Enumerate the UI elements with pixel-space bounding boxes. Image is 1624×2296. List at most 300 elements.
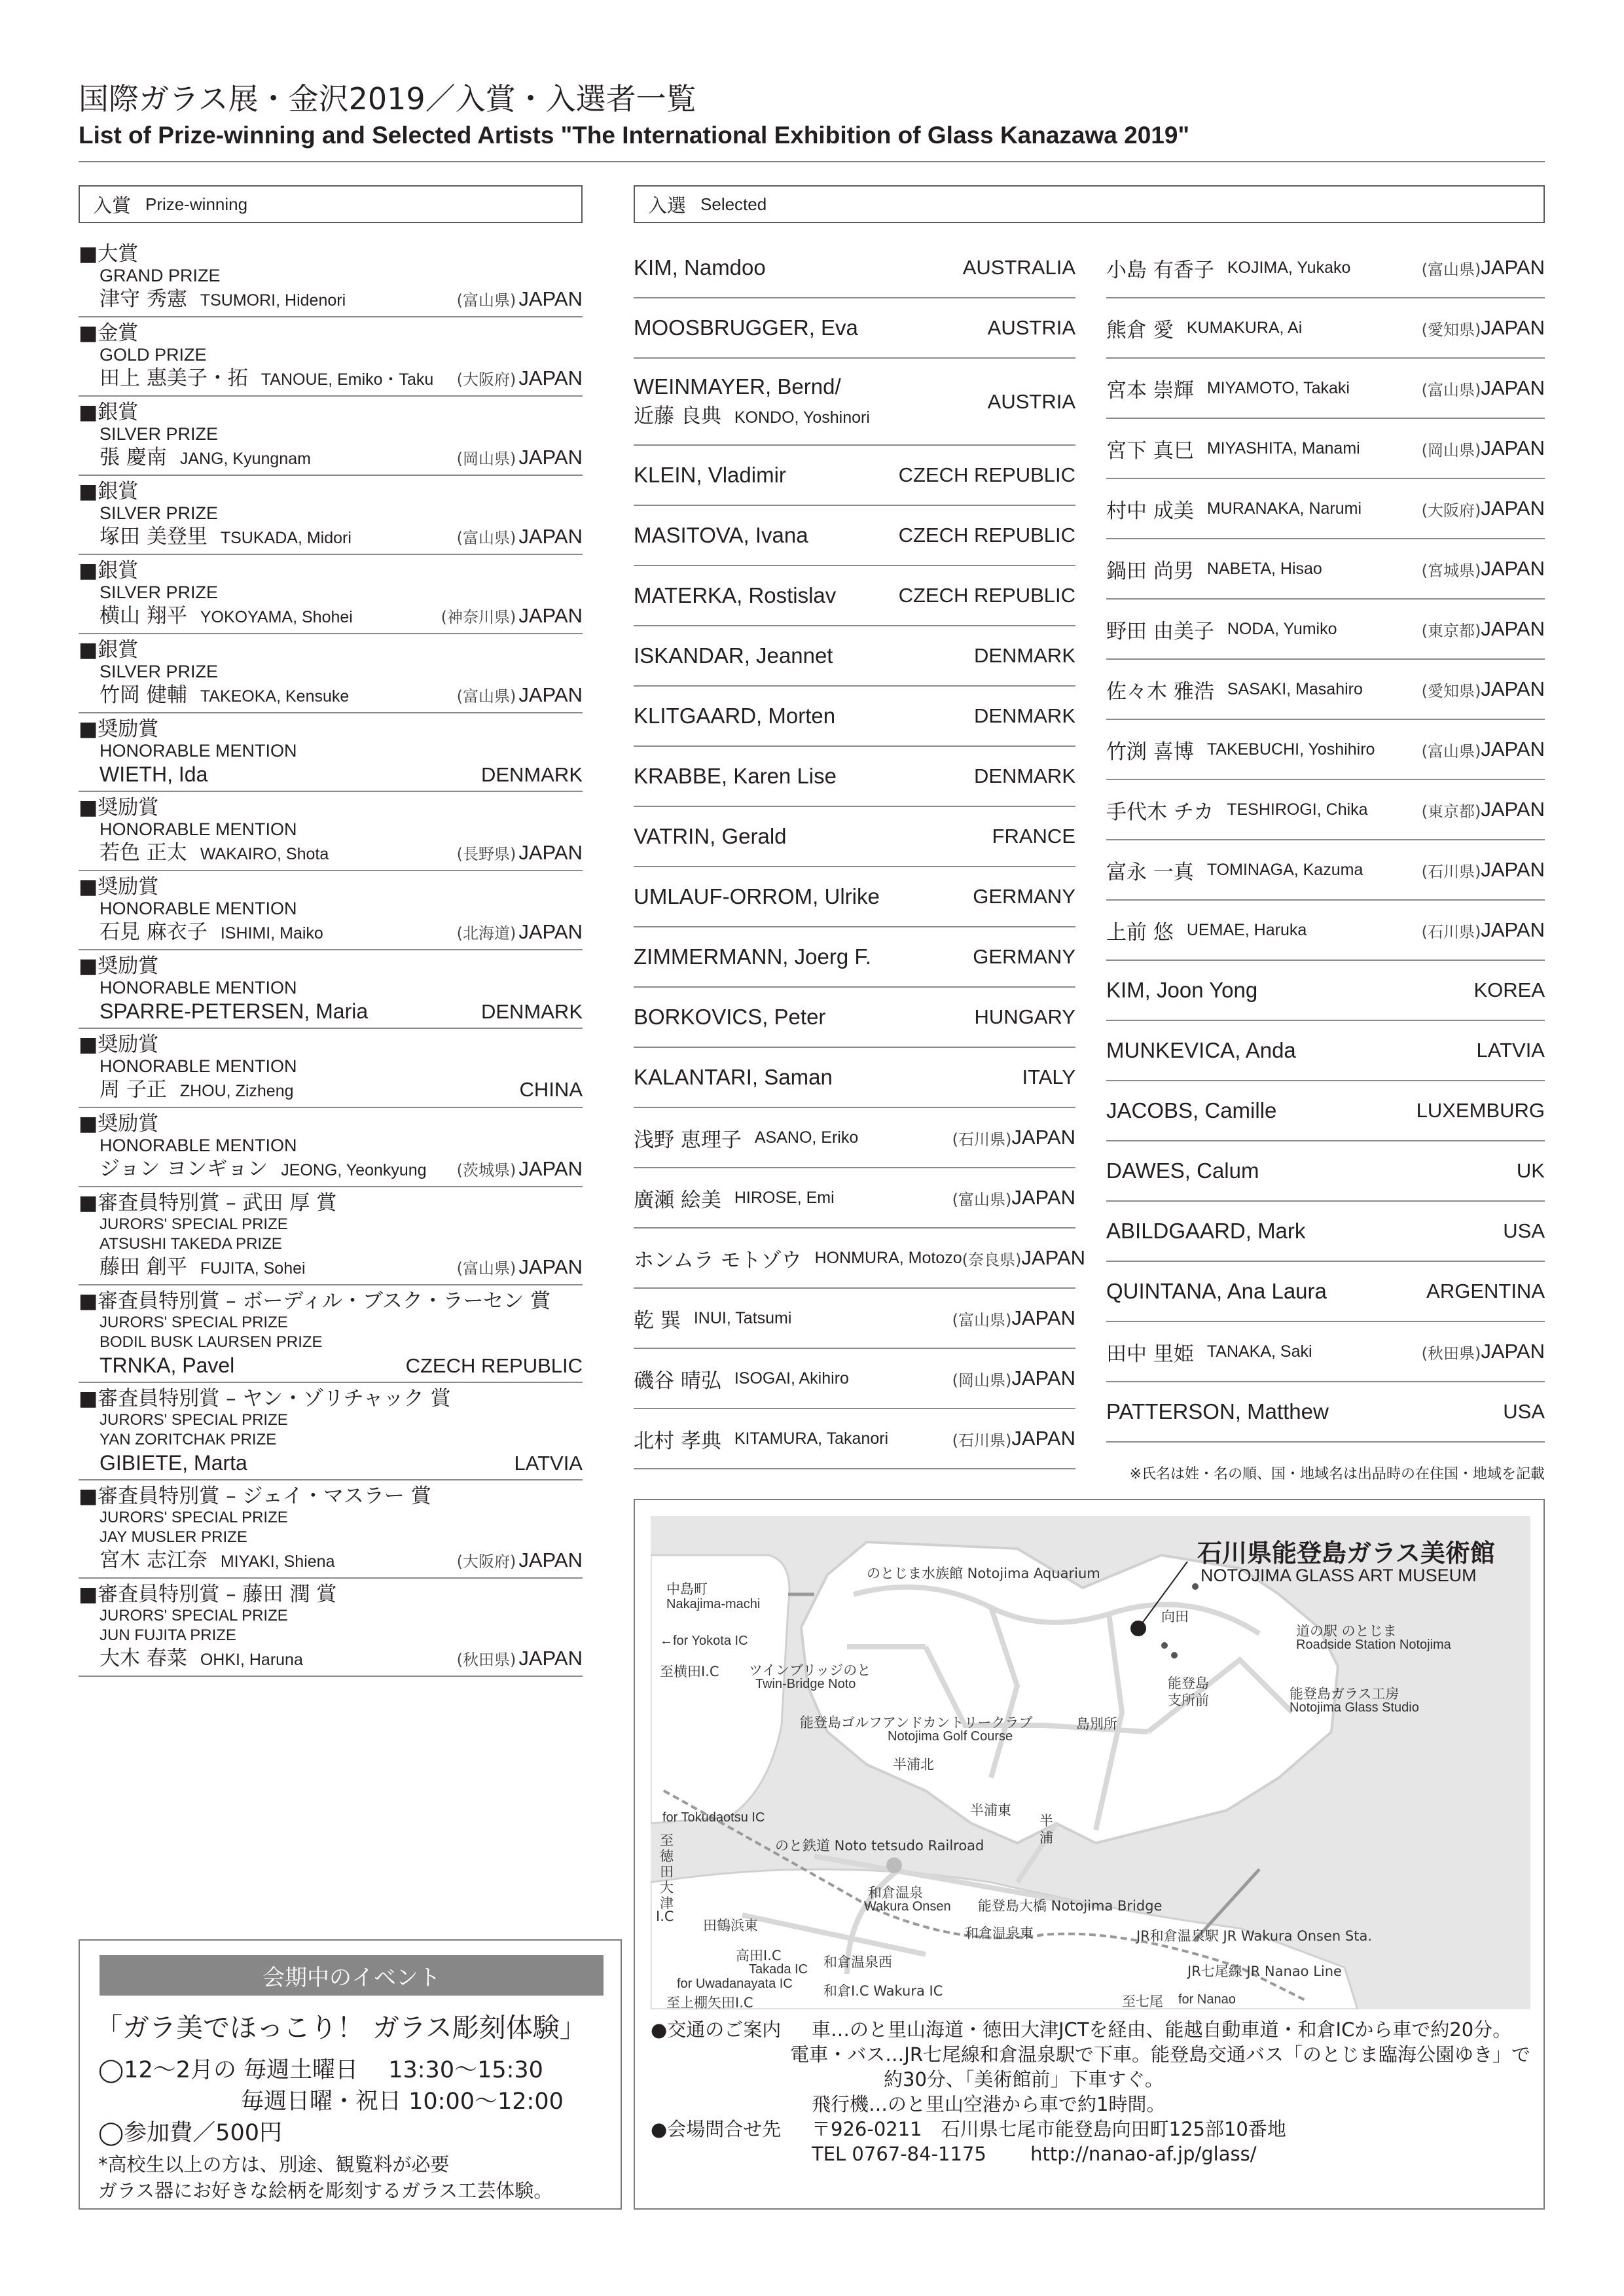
selected-name: 田中 里姫 [1106,1342,1194,1366]
prize-entry [79,1029,583,1108]
winner-country: DENMARK [480,763,583,786]
selected-section-header [634,185,1545,223]
selected-entry [1106,1021,1545,1081]
winner-name: TRNKA, Pavel [99,1354,235,1377]
prize-entry [79,555,583,634]
map-label: Notojima Golf Course [888,1729,1013,1744]
map-label: JR和倉温泉駅 JR Wakura Onsen Sta. [1136,1928,1373,1944]
prize-winner-row [79,1254,583,1282]
access-label: ●交通のご案内 [651,2018,782,2041]
selected-name: KALANTARI, Saman [634,1065,833,1089]
selected-name: VATRIN, Gerald [634,824,787,848]
prize-category: ■金賞 [79,321,139,345]
map-label: I.C [656,1909,674,1924]
selected-entry [1106,600,1545,660]
selected-entry [634,446,1075,506]
prize-winner-row [79,998,583,1025]
map-label: 津 [660,1895,674,1911]
event-description: ガラス器にお好きな絵柄を彫刻するガラス工芸体験。 [98,2179,553,2202]
map-label: 中島町 [666,1581,708,1597]
selected-entry [634,687,1075,747]
selected-name: 村中 成美 [1106,499,1194,523]
prize-winner-row [79,1077,583,1104]
selected-name: KIM, Joon Yong [1106,978,1258,1002]
selected-entry [634,1108,1075,1168]
selected-entry [634,1349,1075,1409]
selected-name: MUNKEVICA, Anda [1106,1038,1296,1062]
prize-entry [79,634,583,713]
selected-entry [1106,479,1545,539]
selected-country: CZECH REPUBLIC [898,463,1075,486]
prize-winner-row [79,286,583,314]
selected-entry [1106,1081,1545,1141]
aquarium-marker [1192,1583,1199,1590]
name-order-note: ※氏名は姓・名の順、国・地域名は出品時の在住国・地域を記載 [1129,1466,1545,1482]
winner-prefecture: (富山県) [456,529,516,547]
prize-winner-row [79,1547,583,1575]
selected-entry [1106,1382,1545,1443]
selected-country: DENMARK [973,704,1075,727]
selected-name: 廣瀬 絵美 [634,1188,721,1212]
selected-romanized: HIROSE, Emi [734,1188,835,1207]
selected-country: JAPAN [1021,1246,1086,1269]
selected-country: AUSTRIA [987,389,1075,413]
selected-section-label-en: Selected [700,194,767,214]
winner-romanized: JANG, Kyungnam [179,450,311,468]
selected-country: JAPAN [1481,316,1545,339]
selected-name: 富永 一真 [1106,860,1194,884]
prize-winner-row [79,603,583,630]
winner-name: 田上 惠美子・拓 [99,367,248,390]
selected-country: JAPAN [1011,1126,1075,1149]
selected-romanized: HONMURA, Motozo [814,1248,962,1267]
map-label: のと鉄道 Noto tetsudo Railroad [775,1838,984,1854]
prize-winner-row [79,444,583,472]
map-label: のとじま水族館 Notojima Aquarium [867,1566,1100,1581]
selected-prefecture: (奈良県) [962,1250,1022,1269]
selected-entry [634,1168,1075,1229]
selected-prefecture: (大阪府) [1421,501,1481,520]
selected-name: ZIMMERMANN, Joerg F. [634,944,872,969]
prize-category: ■銀賞 [79,638,139,662]
selected-country: JAPAN [1011,1367,1075,1390]
selected-romanized: KOJIMA, Yukako [1227,258,1351,277]
selected-prefecture: (秋田県) [1421,1344,1481,1363]
winner-romanized: TAKEOKA, Kensuke [200,687,350,706]
selected-romanized: MURANAKA, Narumi [1206,499,1362,518]
selected-prefecture: (石川県) [952,1431,1012,1450]
prize-subtitle: JURORS' SPECIAL PRIZE [99,1607,288,1624]
prize-subtitle: BODIL BUSK LAURSEN PRIZE [99,1333,323,1351]
selected-prefecture: (富山県) [1421,380,1481,399]
map-label: Wakura Onsen [864,1899,951,1914]
winner-name: 宮木 志江奈 [99,1549,208,1572]
selected-name: JACOBS, Camille [1106,1098,1277,1122]
prize-subtitle: GOLD PRIZE [99,345,207,365]
winner-prefecture: (北海道) [456,924,516,942]
selected-entry [634,626,1075,687]
selected-entry [1106,238,1545,298]
selected-country: CZECH REPUBLIC [898,524,1075,547]
prize-winner-row [79,1352,583,1379]
prize-entry [79,1383,583,1480]
winner-country: JAPAN [518,683,583,706]
prize-subtitle: GRAND PRIZE [99,266,221,285]
selected-name: 手代木 チカ [1106,800,1214,824]
prize-subtitle: JURORS' SPECIAL PRIZE [99,1411,288,1429]
winner-country: JAPAN [518,604,583,627]
selected-romanized: TESHIROGI, Chika [1227,800,1368,819]
selected-prefecture: (東京都) [1421,802,1481,821]
map-label: 徳 [660,1848,674,1864]
winner-country: JAPAN [518,367,583,389]
selected-romanized: TOMINAGA, Kazuma [1206,860,1363,879]
winner-country: DENMARK [480,1000,583,1023]
winner-romanized: OHKI, Haruna [200,1651,303,1669]
prize-category: ■審査員特別賞 – ジェイ・マスラー 賞 [79,1484,431,1508]
prize-section-label-ja: 入賞 [93,194,132,217]
prize-category: ■奨励賞 [79,1033,159,1056]
selected-entry [1106,1322,1545,1382]
prize-winner-row [79,682,583,709]
map-label: for Nanao [1178,1992,1236,2007]
selected-name: BORKOVICS, Peter [634,1005,826,1029]
selected-country: HUNGARY [974,1005,1075,1028]
prize-subtitle: JUN FUJITA PRIZE [99,1626,236,1644]
winner-prefecture: (大阪府) [456,370,516,389]
event-note: *高校生以上の方は、別途、観覧料が必要 [98,2153,450,2176]
prize-section-header [79,185,583,223]
winner-country: JAPAN [518,525,583,548]
winner-romanized: ZHOU, Zizheng [179,1082,294,1100]
winner-name: SPARRE-PETERSEN, Maria [99,999,369,1023]
winner-prefecture: (神奈川県) [441,608,516,626]
selected-name: UMLAUF-ORROM, Ulrike [634,884,880,908]
selected-romanized: ASANO, Eriko [754,1128,859,1147]
prize-subtitle: HONORABLE MENTION [99,978,297,997]
selected-name: 竹渕 喜博 [1106,740,1194,764]
selected-country: JAPAN [1481,256,1545,279]
map-label: ←for Yokota IC [660,1634,748,1648]
map-label: for Tokudaotsu IC [662,1810,765,1825]
event-schedule-1: ◯12～2月の 毎週土曜日 13:30～15:30 [98,2057,543,2083]
selected-country: JAPAN [1481,1340,1545,1363]
selected-country: JAPAN [1481,376,1545,399]
museum-name-en: NOTOJIMA GLASS ART MUSEUM [1200,1566,1477,1585]
event-schedule-2: 毎週日曜・祝日 10:00～12:00 [241,2089,564,2115]
roadside-marker [1161,1642,1168,1649]
selected-name: QUINTANA, Ana Laura [1106,1279,1327,1303]
winner-prefecture: (岡山県) [456,450,516,468]
winner-prefecture: (富山県) [456,291,516,310]
museum-name-ja: 石川県能登島ガラス美術館 [1197,1539,1495,1568]
winner-country: JAPAN [518,1647,583,1670]
prize-winner-row [79,840,583,867]
selected-entry [634,988,1075,1048]
prize-category: ■審査員特別賞 – ヤン・ゾリチャック 賞 [79,1387,451,1410]
prize-entry [79,1285,583,1383]
selected-name: 野田 由美子 [1106,619,1214,643]
selected-entry [1106,419,1545,479]
winner-romanized: WAKAIRO, Shota [200,845,329,863]
selected-name: 浅野 恵理子 [634,1128,742,1152]
map-label: 島別所 [1076,1716,1117,1732]
prize-category: ■審査員特別賞 – 藤田 潤 賞 [79,1583,337,1606]
selected-entry [1106,1202,1545,1262]
prize-winner-row [79,1450,583,1477]
selected-country: JAPAN [1481,738,1545,761]
selected-prefecture: (東京都) [1421,621,1481,640]
studio-marker [1171,1652,1178,1659]
prize-category: ■銀賞 [79,480,139,503]
selected-country: CZECH REPUBLIC [898,584,1075,607]
selected-prefecture: (石川県) [952,1130,1012,1149]
prize-subtitle: YAN ZORITCHAK PRIZE [99,1431,277,1448]
selected-romanized: UEMAE, Haruka [1186,920,1307,939]
selected-entry [634,238,1075,298]
map-label: Nakajima-machi [666,1597,761,1611]
selected-name: MATERKA, Rostislav [634,583,837,607]
winner-name: ジョン ヨンギョン [99,1157,268,1181]
selected-entry [634,867,1075,927]
winner-name: 横山 翔平 [99,604,187,628]
selected-name: DAWES, Calum [1106,1158,1259,1183]
map-label: ツインブリッジのと [749,1662,871,1678]
selected-prefecture: (富山県) [1421,742,1481,761]
prize-entry [79,1579,583,1677]
winner-name: 大木 春菜 [99,1647,187,1670]
winner-prefecture: (富山県) [456,687,516,706]
map-label: 大 [660,1880,674,1895]
page-title-ja: 国際ガラス展・金沢2019／入賞・入選者一覧 [79,81,696,117]
winner-prefecture: (長野県) [456,845,516,863]
prize-subtitle: ATSUSHI TAKEDA PRIZE [99,1235,282,1253]
selected-prefecture: (富山県) [952,1310,1012,1329]
prize-entry [79,950,583,1029]
selected-entry [634,1409,1075,1469]
prize-entry [79,317,583,397]
map-label: 半浦北 [893,1757,934,1772]
map-label: 能登島 [1168,1676,1209,1691]
events-box [79,1939,622,2210]
map-label: Roadside Station Notojima [1296,1638,1451,1652]
winner-country: LATVIA [514,1452,583,1475]
prize-entry [79,476,583,555]
selected-entry [1106,660,1545,720]
winner-prefecture: (富山県) [456,1259,516,1278]
winner-romanized: MIYAKI, Shiena [220,1552,335,1571]
selected-romanized: KITAMURA, Takanori [734,1429,889,1448]
map-label: 浦 [1039,1830,1053,1846]
selected-name: ISKANDAR, Jeannet [634,643,833,668]
selected-name-block [634,374,870,429]
selected-country: JAPAN [1011,1306,1075,1329]
winner-country: JAPAN [518,287,583,310]
selected-romanized: NABETA, Hisao [1206,559,1322,578]
access-train: 電車・バス…JR七尾線和倉温泉駅で下車。能登島交通バス「のとじま臨海公園ゆき」で [790,2043,1530,2066]
winner-country: CHINA [519,1078,583,1101]
winner-name: 竹岡 健輔 [99,683,187,707]
selected-name: 宮本 崇輝 [1106,378,1194,403]
selected-name: WEINMAYER, Bernd/ [634,374,841,399]
selected-entry [634,807,1075,867]
selected-country: JAPAN [1481,617,1545,640]
selected-country: DENMARK [973,764,1075,787]
selected-entry [1106,539,1545,600]
selected-name: 佐々木 雅浩 [1106,679,1214,704]
winner-name: GIBIETE, Marta [99,1451,247,1475]
selected-entry [634,506,1075,566]
selected-country: ITALY [1022,1066,1075,1088]
selected-prefecture: (富山県) [952,1190,1012,1209]
winner-country: CZECH REPUBLIC [405,1354,583,1377]
selected-name: 上前 悠 [1106,920,1174,944]
prize-category: ■奨励賞 [79,796,159,819]
map-label: 田鶴浜東 [703,1918,758,1933]
winner-romanized: TSUMORI, Hidenori [200,291,346,310]
selected-country: USA [1503,1219,1545,1242]
prize-category: ■大賞 [79,242,139,266]
winner-country: JAPAN [518,446,583,469]
winner-country: JAPAN [518,1255,583,1278]
winner-name: WIETH, Ida [99,762,208,786]
selected-prefecture: (岡山県) [952,1371,1012,1390]
prize-entry [79,792,583,871]
selected-country: JAPAN [1481,497,1545,520]
winner-name: 若色 正太 [99,841,187,865]
selected-romanized: ISOGAI, Akihiro [734,1369,849,1388]
winner-prefecture: (大阪府) [456,1552,516,1571]
selected-country: UK [1516,1159,1545,1182]
winner-prefecture: (秋田県) [456,1651,516,1669]
winner-romanized: ISHIMI, Maiko [220,924,323,942]
map-label: 道の駅 のとじま [1296,1623,1397,1639]
prize-subtitle: HONORABLE MENTION [99,899,297,918]
selected-romanized: INUI, Tatsumi [693,1308,792,1327]
selected-romanized: TANAKA, Saki [1206,1342,1312,1361]
selected-name-ja: 近藤 良典 [634,404,721,428]
map-label: JR七尾線 JR Nanao Line [1187,1964,1342,1979]
prize-subtitle: JAY MUSLER PRIZE [99,1528,247,1546]
selected-entry [1106,961,1545,1021]
selected-entry [1106,298,1545,359]
prize-winner-row [79,919,583,946]
selected-country: DENMARK [973,644,1075,667]
selected-prefecture: (宮城県) [1421,561,1481,580]
selected-name: 乾 巽 [634,1308,681,1333]
prize-entry [79,1187,583,1285]
selected-name: KIM, Namdoo [634,255,766,279]
map-label: 和倉I.C Wakura IC [823,1983,943,1999]
selected-entry [1106,720,1545,780]
winner-name: 石見 麻衣子 [99,920,208,944]
selected-name: 鍋田 尚男 [1106,559,1194,583]
page-title-en: List of Prize-winning and Selected Artists "The International Exhibition of Glass Kanazawa 2019" [79,122,1189,149]
contact-label: ●会場問合せ先 [651,2118,782,2140]
selected-name: 磯谷 晴弘 [634,1369,721,1393]
selected-name: 小島 有香子 [1106,258,1214,282]
selected-country: AUSTRIA [987,316,1075,339]
selected-prefecture: (石川県) [1421,862,1481,881]
prize-winner-row [79,761,583,788]
selected-prefecture: (富山県) [1421,260,1481,279]
selected-romanized: MIYASHITA, Manami [1206,439,1360,457]
prize-subtitle: JURORS' SPECIAL PRIZE [99,1215,288,1233]
selected-country: JAPAN [1011,1427,1075,1450]
map-label: 和倉温泉西 [823,1954,892,1970]
winner-country: JAPAN [518,841,583,864]
event-fee: ◯参加費／500円 [98,2120,282,2146]
prize-subtitle: HONORABLE MENTION [99,1056,297,1076]
selected-country: JAPAN [1481,918,1545,941]
selected-prefecture: (岡山県) [1421,440,1481,459]
map-label: Notojima Glass Studio [1290,1700,1419,1715]
prize-entry [79,1480,583,1579]
contact-address: 〒926-0211 石川県七尾市能登島向田町125部10番地 [812,2118,1286,2140]
contact-tel-url: TEL 0767-84-1175 http://nanao-af.jp/glass/ [812,2143,1257,2165]
selected-name: KLITGAARD, Morten [634,704,836,728]
prize-subtitle: SILVER PRIZE [99,503,219,523]
selected-country: LUXEMBURG [1416,1099,1545,1122]
selected-romanized: MIYAMOTO, Takaki [1206,378,1350,397]
selected-romanized: KUMAKURA, Ai [1186,318,1303,337]
selected-name: MASITOVA, Ivana [634,523,808,547]
selected-entry [634,1229,1086,1289]
map-label: 半浦東 [970,1803,1011,1818]
selected-entry [634,298,1075,359]
access-car: 車…のと里山海道・徳田大津JCTを経由、能越自動車道・和倉ICから車で約20分。 [812,2018,1512,2041]
access-info [651,2017,1530,2166]
prize-category: ■銀賞 [79,401,139,424]
map-label: 能登島ガラス工房 [1290,1686,1399,1702]
selected-country: JAPAN [1481,557,1545,580]
selected-country: FRANCE [992,825,1075,848]
map-label: Twin-Bridge Noto [755,1677,856,1691]
selected-romanized: KONDO, Yoshinori [734,408,870,427]
selected-name: 熊倉 愛 [1106,318,1174,342]
header-divider [79,161,1545,162]
winner-country: JAPAN [518,920,583,943]
prize-entry [79,1108,583,1187]
map-label: 和倉温泉 [868,1885,923,1901]
map-label: 至 [660,1833,674,1848]
map-label: 高田I.C [736,1948,782,1964]
prize-category: ■銀賞 [79,559,139,583]
selected-country: KOREA [1473,978,1545,1001]
prize-entry [79,713,583,792]
selected-entry [634,566,1075,626]
map-label: Takada IC [749,1962,808,1977]
map-label: 和倉温泉東 [965,1926,1034,1941]
selected-name: KRABBE, Karen Lise [634,764,837,788]
map-label: 至七尾 [1122,1994,1163,2009]
selected-entry [634,747,1075,807]
map-label: 能登島大橋 Notojima Bridge [978,1898,1163,1914]
selected-entry [634,927,1075,988]
map-label: 能登島ゴルフアンドカントリークラブ [800,1715,1033,1731]
map-label: 支所前 [1168,1693,1209,1708]
selected-country: JAPAN [1011,1186,1075,1209]
events-header: 会期中のイベント [99,1955,604,1996]
prize-subtitle: JURORS' SPECIAL PRIZE [99,1509,288,1526]
selected-name-line2 [634,399,870,429]
winner-romanized: FUJITA, Sohei [200,1259,306,1278]
selected-section-label-ja: 入選 [648,194,687,217]
selected-entry [634,1048,1075,1108]
selected-country: GERMANY [973,945,1075,968]
selected-entry [1106,359,1545,419]
prize-category: ■奨励賞 [79,954,159,978]
